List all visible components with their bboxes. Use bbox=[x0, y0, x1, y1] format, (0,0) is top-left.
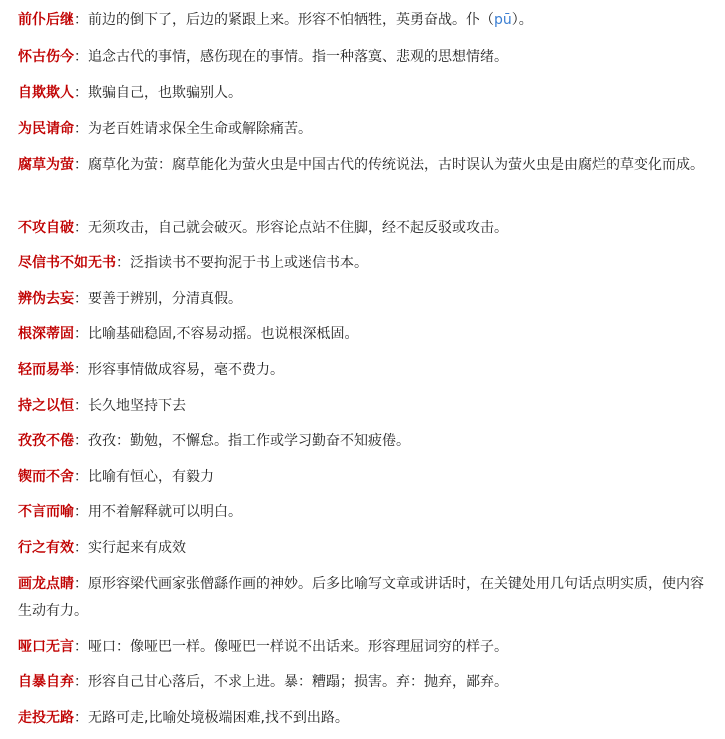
idiom-entry bbox=[18, 463, 708, 492]
idiom-entry bbox=[18, 534, 708, 563]
idiom-term: 不言而喻 bbox=[18, 504, 74, 520]
idiom-entry bbox=[18, 427, 708, 456]
idiom-colon: ： bbox=[74, 12, 88, 28]
idiom-colon: ： bbox=[74, 674, 88, 690]
idiom-definition: 长久地坚持下去 bbox=[88, 398, 186, 414]
idiom-definition: 孜孜：勤勉，不懈怠。指工作或学习勤奋不知疲倦。 bbox=[88, 433, 410, 449]
idiom-definition: 前边的倒下了，后边的紧跟上来。形容不怕牺牲，英勇奋战。仆（ bbox=[88, 12, 494, 28]
idiom-definition: 追念古代的事情，感伤现在的事情。指一种落寞、悲观的思想情绪。 bbox=[88, 49, 508, 65]
idiom-entry bbox=[18, 43, 708, 72]
idiom-colon: ： bbox=[74, 220, 88, 236]
idiom-entry bbox=[18, 79, 708, 108]
idiom-entry bbox=[18, 115, 708, 144]
idiom-term: 轻而易举 bbox=[18, 362, 74, 378]
idiom-definition: 要善于辨别，分清真假。 bbox=[88, 291, 242, 307]
idiom-colon: ： bbox=[74, 362, 88, 378]
idiom-entry bbox=[18, 249, 708, 278]
idiom-definition: 欺骗自己，也欺骗别人。 bbox=[88, 85, 242, 101]
idiom-colon: ： bbox=[74, 326, 88, 342]
idiom-term: 行之有效 bbox=[18, 540, 74, 556]
idiom-colon: ： bbox=[74, 540, 88, 556]
idiom-entry bbox=[18, 668, 708, 697]
idiom-term: 辨伪去妄 bbox=[18, 291, 74, 307]
idiom-entry bbox=[18, 633, 708, 662]
idiom-entry bbox=[18, 214, 708, 243]
idiom-term: 自暴自弃 bbox=[18, 674, 74, 690]
idiom-entry bbox=[18, 571, 708, 625]
pinyin-annotation: pū bbox=[494, 12, 512, 28]
idiom-colon: ： bbox=[74, 121, 88, 137]
idiom-colon: ： bbox=[74, 433, 88, 449]
idiom-term: 根深蒂固 bbox=[18, 326, 74, 342]
idiom-term: 怀古伤今 bbox=[18, 49, 74, 65]
idiom-term: 持之以恒 bbox=[18, 398, 74, 414]
idiom-colon: ： bbox=[116, 255, 130, 271]
idiom-entry bbox=[18, 356, 708, 385]
idiom-term: 为民请命 bbox=[18, 121, 74, 137]
idiom-colon: ： bbox=[74, 398, 88, 414]
idiom-entry bbox=[18, 285, 708, 314]
idiom-entry bbox=[18, 152, 708, 179]
idiom-term: 孜孜不倦 bbox=[18, 433, 74, 449]
idiom-colon: ： bbox=[74, 291, 88, 307]
idiom-definition: 实行起来有成效 bbox=[88, 540, 186, 556]
idiom-colon: ： bbox=[74, 85, 88, 101]
idiom-entry bbox=[18, 320, 708, 349]
idiom-colon: ： bbox=[74, 504, 88, 520]
idiom-definition: 形容自己甘心落后，不求上进。暴：糟蹋；损害。弃：抛弃，鄙弃。 bbox=[88, 674, 508, 690]
idiom-definition: 比喻基础稳固,不容易动摇。也说根深柢固。 bbox=[88, 326, 359, 342]
idiom-term: 走投无路 bbox=[18, 710, 74, 726]
idiom-definition: 腐草化为萤：腐草能化为萤火虫是中国古代的传统说法，古时误认为萤火虫是由腐烂的草变化而成。 bbox=[88, 157, 704, 173]
idiom-colon: ： bbox=[74, 710, 88, 726]
idiom-colon: ： bbox=[74, 576, 88, 592]
idiom-definition: 为老百姓请求保全生命或解除痛苦。 bbox=[88, 121, 312, 137]
idiom-definition: 哑口：像哑巴一样。像哑巴一样说不出话来。形容理屈词穷的样子。 bbox=[88, 639, 508, 655]
idiom-entry bbox=[18, 6, 708, 35]
idiom-entry bbox=[18, 392, 708, 421]
idiom-term: 不攻自破 bbox=[18, 220, 74, 236]
idiom-entry bbox=[18, 498, 708, 527]
idiom-colon: ： bbox=[74, 469, 88, 485]
idiom-entry bbox=[18, 704, 708, 733]
idiom-term: 画龙点睛 bbox=[18, 576, 74, 592]
idiom-term: 锲而不舍 bbox=[18, 469, 74, 485]
idiom-definition-end: ）。 bbox=[511, 12, 533, 28]
idiom-term: 尽信书不如无书 bbox=[18, 255, 116, 271]
idiom-colon: ： bbox=[74, 157, 88, 173]
idiom-definition: 形容事情做成容易，毫不费力。 bbox=[88, 362, 284, 378]
idiom-colon: ： bbox=[74, 49, 88, 65]
idiom-term: 腐草为萤 bbox=[18, 157, 74, 173]
idiom-definition: 无路可走,比喻处境极端困难,找不到出路。 bbox=[88, 710, 349, 726]
idiom-term: 哑口无言 bbox=[18, 639, 74, 655]
idiom-definition: 用不着解释就可以明白。 bbox=[88, 504, 242, 520]
idiom-definition: 原形容梁代画家张僧繇作画的神妙。后多比喻写文章或讲话时，在关键处用几句话点明实质，使内容生动有力。 bbox=[18, 576, 704, 619]
idiom-colon: ： bbox=[74, 639, 88, 655]
idiom-definition: 比喻有恒心，有毅力 bbox=[88, 469, 214, 485]
idiom-definition: 无须攻击，自己就会破灭。形容论点站不住脚，经不起反驳或攻击。 bbox=[88, 220, 508, 236]
idiom-term: 前仆后继 bbox=[18, 12, 74, 28]
idiom-definition: 泛指读书不要拘泥于书上或迷信书本。 bbox=[130, 255, 368, 271]
idiom-term: 自欺欺人 bbox=[18, 85, 74, 101]
